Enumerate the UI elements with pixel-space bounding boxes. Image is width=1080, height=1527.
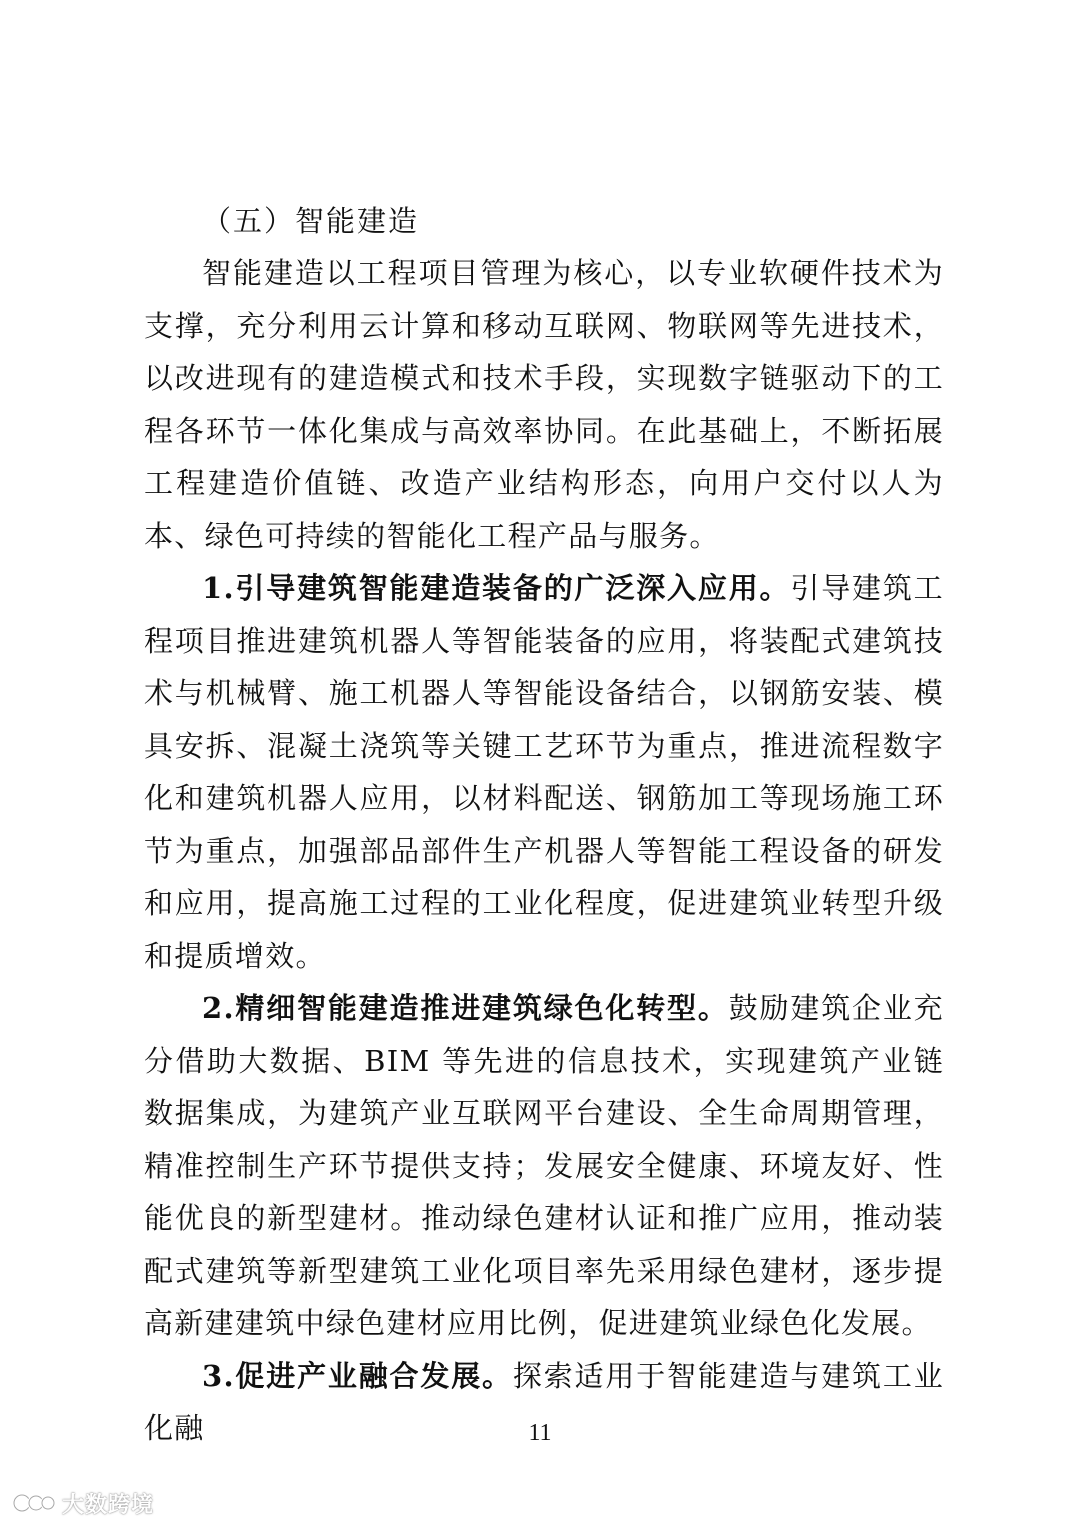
section-heading: （五）智能建造 (202, 204, 420, 238)
section-2-paragraph (144, 982, 944, 1350)
section-3-body: 探索适用于智能建造与建筑工业化融 (144, 1358, 944, 1445)
section-2-body: 鼓励建筑企业充分借助大数据、BIM 等先进的信息技术，实现建筑产业链数据集成，为建筑产业互联网平台建设、全生命周期管理，精准控制生产环节提供支持；发展安全健康、环境友好、性能优良的新型建材。推动绿色建材认证和推广应用，推动装配式建筑等新型建筑工业化项目率先采用绿色建材，逐步提高新建建筑中绿色建材应用比例，促进建筑业绿色化发展。 (144, 991, 944, 1340)
section-1-paragraph (144, 562, 944, 982)
section-2-lead: 2.精细智能建造推进建筑绿色化转型。 (202, 991, 729, 1025)
watermark (12, 1490, 154, 1516)
section-1-lead: 1.引导建筑智能建造装备的广泛深入应用。 (202, 571, 791, 605)
document-body (144, 195, 944, 1455)
section-3-lead: 3.促进产业融合发展。 (202, 1358, 513, 1393)
section-1-body: 引导建筑工程项目推进建筑机器人等智能装备的应用，将装配式建筑技术与机械臂、施工机器人等智能设备结合，以钢筋安装、模具安拆、混凝土浇筑等关键工艺环节为重点，推进流程数字化和建筑机器人应用，以材料配送、钢筋加工等现场施工环节为重点，加强部品部件生产机器人等智能工程设备的研发和应用，提高施工过程的工业化程度，促进建筑业转型升级和提质增效。 (144, 571, 944, 973)
intro-paragraph: 智能建造以工程项目管理为核心，以专业软硬件技术为支撑，充分利用云计算和移动互联网、物联网等先进技术，以改进现有的建造模式和技术手段，实现数字链驱动下的工程各环节一体化集成与高效率协同。在此基础上，不断拓展工程建造价值链、改造产业结构形态，向用户交付以人为本、绿色可持续的智能化工程产品与服务。 (144, 256, 944, 553)
brand-logo-icon (12, 1491, 56, 1515)
page-number: 11 (528, 1420, 552, 1446)
watermark-text: 大数跨境 (62, 1492, 155, 1518)
